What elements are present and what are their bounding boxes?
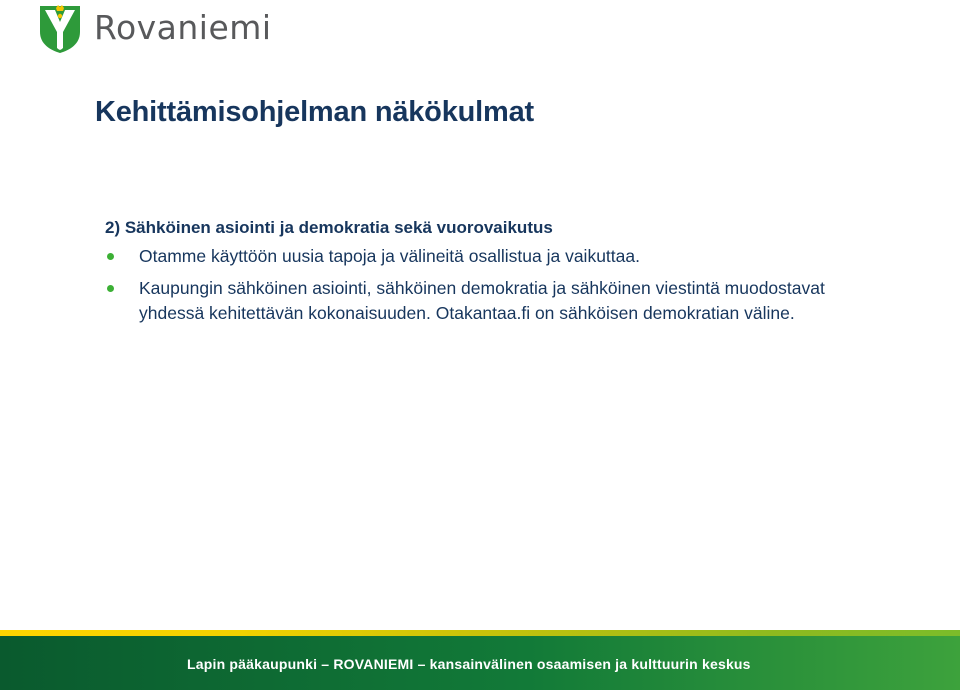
bullet-dot-icon [107,285,114,292]
footer-slogan [187,656,751,672]
bullet-item [105,244,885,269]
rovaniemi-logo [38,4,272,54]
footer-prefix: Lapin pääkaupunki – [187,656,334,672]
bullet-text: Kaupungin sähköinen asiointi, sähköinen demokratia ja sähköinen viestintä muodostavat yhdessä kehitettävän kokonaisuuden. Otakantaa.fi on sähköisen demokratian väline. [139,278,825,323]
footer-banner [0,630,960,690]
bullet-item [105,276,885,326]
slide-content [105,216,885,333]
footer-suffix: – kansainvälinen osaamisen ja kulttuurin keskus [413,656,751,672]
rovaniemi-coat-of-arms-icon [38,4,82,54]
bullet-dot-icon [107,253,114,260]
bullet-list [105,244,885,326]
section-heading: 2) Sähköinen asiointi ja demokratia sekä vuorovaikutus [105,218,553,237]
footer-band [0,636,960,690]
slide-title: Kehittämisohjelman näkökulmat [95,96,534,128]
footer-brand: ROVANIEMI [333,656,414,672]
bullet-text: Otamme käyttöön uusia tapoja ja välineitä osallistua ja vaikuttaa. [139,246,640,266]
logo-wordmark: Rovaniemi [94,7,272,47]
